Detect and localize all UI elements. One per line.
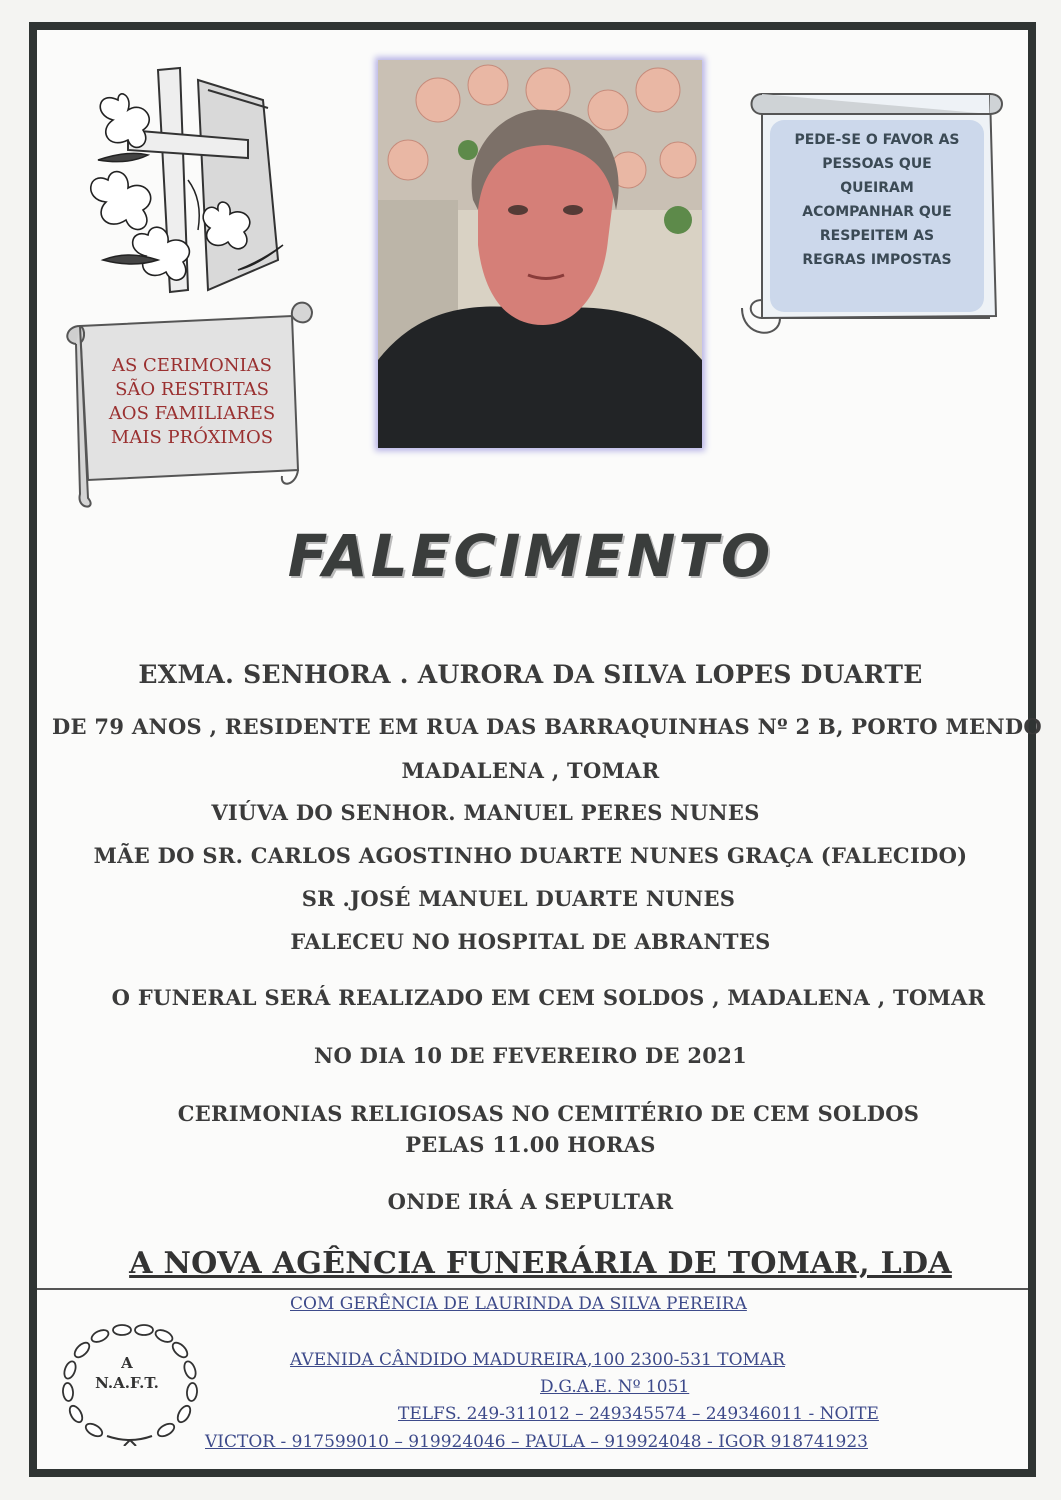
right-scroll-notice — [728, 78, 1006, 342]
logo-initials: N.A.F.T. — [95, 1374, 159, 1392]
right-scroll-line: QUEIRAM — [840, 180, 914, 196]
left-scroll-line: AS CERIMONIAS — [111, 355, 272, 376]
mother-of: MÃE DO SR. CARLOS AGOSTINHO DUARTE NUNES GRAÇA (FALECIDO) — [93, 843, 968, 868]
son-name: SR .JOSÉ MANUEL DUARTE NUNES — [301, 886, 736, 911]
right-scroll-line: PESSOAS QUE — [822, 156, 932, 172]
agency-phones: TELFS. 249-311012 – 249345574 – 249346011 - NOITE — [398, 1404, 879, 1424]
logo-letter: A — [121, 1354, 133, 1372]
funeral-location: O FUNERAL SERÁ REALIZADO EM CEM SOLDOS , MADALENA , TOMAR — [111, 985, 986, 1010]
parish: MADALENA , TOMAR — [401, 758, 660, 783]
burial-note: ONDE IRÁ A SEPULTAR — [387, 1189, 674, 1214]
right-scroll-line: REGRAS IMPOSTAS — [802, 252, 952, 268]
footer-divider — [37, 1288, 1028, 1290]
funeral-date: NO DIA 10 DE FEVEREIRO DE 2021 — [313, 1043, 748, 1068]
left-scroll-notice — [58, 298, 314, 510]
agency-dgae: D.G.A.E. Nº 1051 — [540, 1377, 690, 1397]
agency-address: AVENIDA CÂNDIDO MADUREIRA,100 2300-531 TOMAR — [290, 1350, 786, 1370]
age-residence: DE 79 ANOS , RESIDENTE EM RUA DAS BARRAQUINHAS Nº 2 B, PORTO MENDO — [52, 714, 1042, 739]
place-of-death: FALECEU NO HOSPITAL DE ABRANTES — [290, 929, 771, 954]
cross-lily-emblem — [88, 60, 288, 300]
right-scroll-line: RESPEITEM AS — [819, 228, 935, 244]
portrait-photo — [378, 60, 702, 448]
left-scroll-line: AOS FAMILIARES — [108, 403, 276, 424]
right-scroll-line: ACOMPANHAR QUE — [802, 204, 952, 220]
right-scroll-line: PEDE-SE O FAVOR AS — [794, 132, 960, 148]
left-scroll-line: SÃO RESTRITAS — [115, 379, 269, 400]
agency-logo — [52, 1318, 202, 1446]
deceased-name: EXMA. SENHORA . AURORA DA SILVA LOPES DUARTE — [138, 660, 923, 689]
left-scroll-line: MAIS PRÓXIMOS — [110, 427, 274, 448]
widow-of: VIÚVA DO SENHOR. MANUEL PERES NUNES — [211, 800, 760, 825]
night-contacts: VICTOR - 917599010 – 919924046 – PAULA – 919924048 - IGOR 918741923 — [205, 1432, 868, 1452]
ceremony-location: CERIMONIAS RELIGIOSAS NO CEMITÉRIO DE CEM SOLDOS — [177, 1101, 920, 1126]
ceremony-time: PELAS 11.00 HORAS — [405, 1132, 656, 1157]
agency-manager: COM GERÊNCIA DE LAURINDA DA SILVA PEREIRA — [290, 1294, 747, 1314]
agency-name: A NOVA AGÊNCIA FUNERÁRIA DE TOMAR, LDA — [129, 1246, 952, 1281]
page-title: FALECIMENTO — [287, 522, 774, 590]
